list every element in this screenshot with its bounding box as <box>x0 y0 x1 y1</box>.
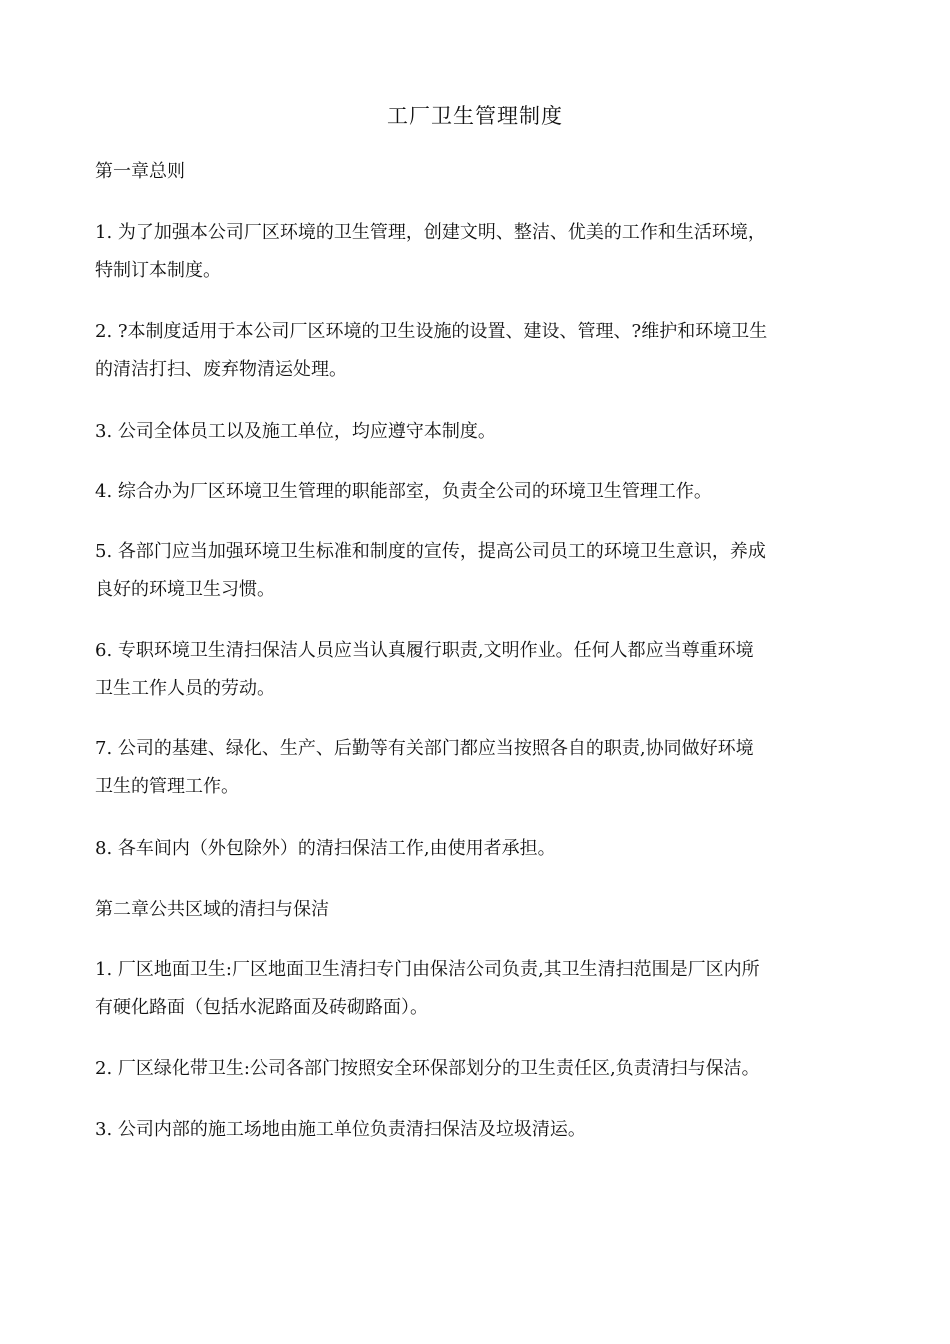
chapter-1-item-5 <box>95 533 865 609</box>
chapter-1-item-1 <box>95 214 865 290</box>
paragraph-line: 特制订本制度。 <box>95 260 221 281</box>
chapter-1-item-4 <box>95 473 865 511</box>
chapter-2-item-3 <box>95 1111 865 1149</box>
chapter-1-item-8 <box>95 830 865 868</box>
chapter-1-heading: 第一章总则 <box>95 161 185 182</box>
paragraph-line: 4. 综合办为厂区环境卫生管理的职能部室，负责全公司的环境卫生管理工作。 <box>95 481 712 502</box>
chapter-1-item-6 <box>95 632 865 708</box>
paragraph-line: 的清洁打扫、废弃物清运处理。 <box>95 359 347 380</box>
paragraph-line: 卫生工作人员的劳动。 <box>95 678 275 699</box>
paragraph-line: 8. 各车间内（外包除外）的清扫保洁工作,由使用者承担。 <box>95 838 556 859</box>
paragraph-line: 3. 公司全体员工以及施工单位，均应遵守本制度。 <box>95 421 496 442</box>
paragraph-line: 有硬化路面（包括水泥路面及砖砌路面）。 <box>95 997 428 1018</box>
paragraph-line: 6. 专职环境卫生清扫保洁人员应当认真履行职责,文明作业。任何人都应当尊重环境 <box>95 640 754 661</box>
paragraph-line: 卫生的管理工作。 <box>95 776 239 797</box>
paragraph-line: 3. 公司内部的施工场地由施工单位负责清扫保洁及垃圾清运。 <box>95 1119 586 1140</box>
chapter-1-item-7 <box>95 730 865 806</box>
paragraph-line: 1. 为了加强本公司厂区环境的卫生管理，创建文明、整洁、优美的工作和生活环境， <box>95 222 766 243</box>
chapter-1-item-2 <box>95 313 865 389</box>
paragraph-line: 1. 厂区地面卫生:厂区地面卫生清扫专门由保洁公司负责,其卫生清扫范围是厂区内所 <box>95 959 760 980</box>
paragraph-line: 7. 公司的基建、绿化、生产、后勤等有关部门都应当按照各自的职责,协同做好环境 <box>95 738 754 759</box>
paragraph-line: 2. ?本制度适用于本公司厂区环境的卫生设施的设置、建设、管理、?维护和环境卫生 <box>95 321 768 342</box>
chapter-1-item-3 <box>95 413 865 451</box>
document-title: 工厂卫生管理制度 <box>387 104 563 128</box>
chapter-2-heading: 第二章公共区域的清扫与保洁 <box>95 899 329 920</box>
paragraph-line: 良好的环境卫生习惯。 <box>95 579 275 600</box>
paragraph-line: 5. 各部门应当加强环境卫生标准和制度的宣传，提高公司员工的环境卫生意识，养成 <box>95 541 766 562</box>
chapter-2-item-2 <box>95 1050 865 1088</box>
chapter-2-item-1 <box>95 951 865 1027</box>
paragraph-line: 2. 厂区绿化带卫生:公司各部门按照安全环保部划分的卫生责任区,负责清扫与保洁。 <box>95 1058 760 1079</box>
